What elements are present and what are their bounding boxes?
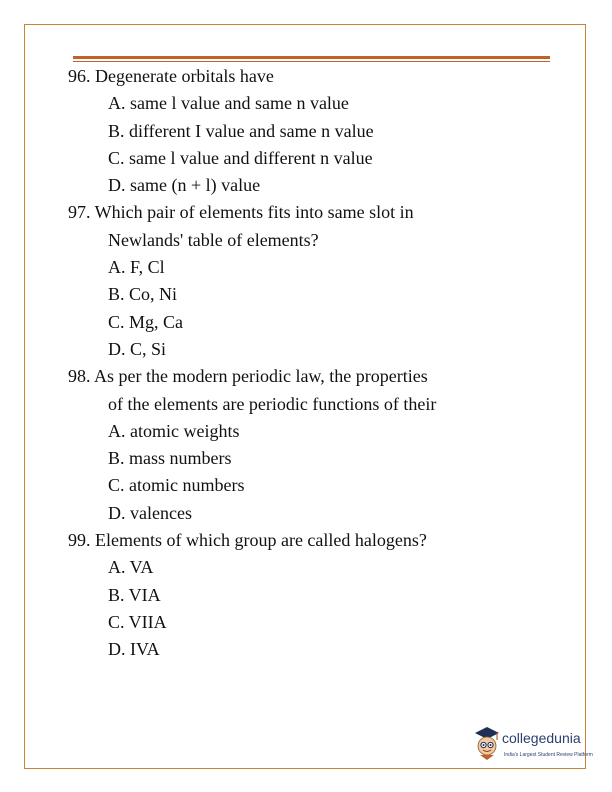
option-b: B. different I value and same n value bbox=[108, 120, 374, 141]
question-text: 98. As per the modern periodic law, the properties bbox=[68, 366, 428, 387]
question-text: 96. Degenerate orbitals have bbox=[68, 66, 274, 86]
question-97 bbox=[68, 199, 548, 363]
header-rule-thin bbox=[73, 61, 550, 62]
brand-tagline: India's Largest Student Review Platform bbox=[504, 752, 593, 758]
option-c: C. same l value and different n value bbox=[108, 147, 373, 168]
option-a: A. atomic weights bbox=[108, 420, 240, 441]
collegedunia-watermark bbox=[472, 724, 602, 774]
option-b: B. VIA bbox=[108, 584, 161, 605]
question-text-cont: of the elements are periodic functions of their bbox=[108, 393, 437, 414]
option-d: D. same (n + l) value bbox=[108, 175, 261, 196]
option-b: B. mass numbers bbox=[108, 448, 232, 469]
option-d: D. C, Si bbox=[108, 338, 167, 359]
option-a: A. VA bbox=[108, 557, 154, 578]
question-text-cont: Newlands' table of elements? bbox=[108, 229, 319, 250]
question-96 bbox=[68, 63, 548, 199]
brand-name: collegedunia bbox=[502, 730, 581, 746]
header-rule bbox=[73, 56, 550, 59]
option-c: C. VIIA bbox=[108, 611, 167, 632]
option-d: D. IVA bbox=[108, 639, 160, 660]
option-c: C. Mg, Ca bbox=[108, 311, 184, 332]
option-b: B. Co, Ni bbox=[108, 284, 178, 305]
question-text: 99. Elements of which group are called halogens? bbox=[68, 530, 427, 551]
question-98 bbox=[68, 363, 548, 527]
option-a: A. same l value and same n value bbox=[108, 93, 349, 114]
option-d: D. valences bbox=[108, 502, 192, 523]
question-text: 97. Which pair of elements fits into same slot in bbox=[68, 202, 414, 223]
question-list bbox=[68, 63, 548, 664]
question-99 bbox=[68, 527, 548, 663]
option-c: C. atomic numbers bbox=[108, 475, 245, 496]
option-a: A. F, Cl bbox=[108, 257, 165, 278]
graduate-mascot-icon bbox=[472, 724, 502, 762]
